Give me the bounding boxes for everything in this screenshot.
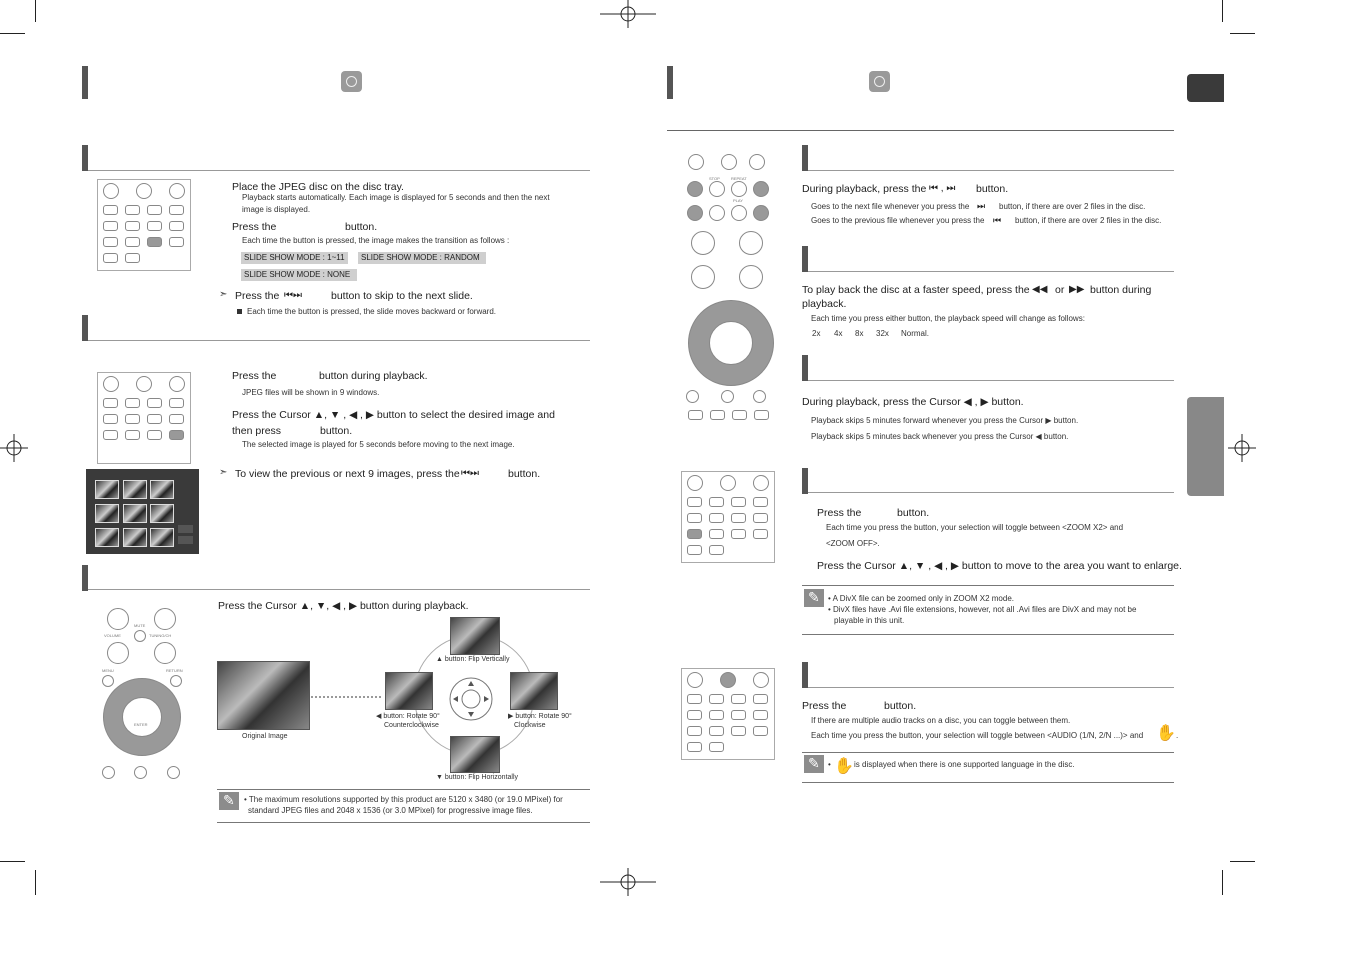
section-rule (88, 170, 590, 171)
step-text: button. (320, 425, 353, 437)
tip-text: Press the (235, 290, 280, 302)
hand-icon: ✋ (1156, 725, 1176, 742)
next-button-icon: ⏭ (977, 201, 986, 211)
slide-mode-box: SLIDE SHOW MODE : 1~11 (241, 252, 348, 264)
speed-value: 8x (855, 329, 864, 338)
step-text: Press the Cursor ▲, ▼ , ◀ , ▶ button to select the desired image and (232, 409, 555, 421)
divx-disc-icon (869, 71, 890, 92)
image-caption: Counterclockwise (384, 722, 439, 729)
note-rule (802, 634, 1174, 635)
note-rule (217, 822, 590, 823)
original-image (217, 661, 310, 730)
remote-illustration (97, 179, 191, 271)
crop-mark (35, 0, 36, 22)
step-text: button. (345, 221, 378, 233)
step-text: playback. (802, 298, 847, 310)
remote-label: MENU (102, 668, 114, 673)
image-caption: Clockwise (514, 722, 546, 729)
step-text: button during (1090, 284, 1152, 296)
remote-illustration (681, 668, 775, 760)
chapter-tab (1187, 397, 1224, 496)
hand-icon: ✋ (834, 758, 854, 775)
note-text: • The maximum resolutions supported by this product are 5120 x 3480 (or 19.0 MPixel) for (244, 795, 563, 804)
step-text: Press the (232, 221, 277, 233)
page-header-bar (667, 66, 673, 99)
step-subtext: If there are multiple audio tracks on a disc, you can toggle between them. (811, 716, 1071, 725)
rotate-ccw-image (385, 672, 433, 710)
skip-buttons-icon: ⏮ , ⏭ (929, 183, 956, 194)
step-text: Place the JPEG disc on the disc tray. (232, 181, 404, 193)
remote-label: REPEAT (731, 176, 747, 181)
rotate-cw-image (510, 672, 558, 710)
tip-icon: ➣ (219, 289, 228, 300)
crop-mark (1222, 870, 1223, 895)
step-text: To play back the disc at a faster speed, press the (802, 284, 1030, 296)
section-bar (802, 145, 808, 171)
step-text: Press the (817, 507, 862, 519)
section-bar (82, 315, 88, 341)
skip-buttons-icon: ⏮⏭ (284, 290, 302, 301)
remote-illustration (681, 471, 775, 563)
remote-illustration (683, 148, 773, 424)
digest-screen (86, 469, 199, 554)
step-subtext: Playback starts automatically. Each image is displayed for 5 seconds and then the next (242, 193, 550, 202)
note-icon (804, 589, 824, 607)
tip-text: button to skip to the next slide. (331, 290, 473, 302)
period-text: . (1176, 731, 1179, 740)
section-bar (82, 565, 88, 591)
section-rule (808, 271, 1174, 272)
section-bar (802, 355, 808, 381)
note-icon (219, 792, 239, 810)
slide-mode-box: SLIDE SHOW MODE : NONE (241, 269, 357, 281)
crop-mark (1230, 861, 1255, 862)
cursor-pad-icon (448, 676, 494, 722)
step-subtext: Each time the button is pressed, the image makes the transition as follows : (242, 236, 510, 245)
note-rule (217, 789, 590, 790)
speed-value: 2x (812, 329, 821, 338)
note-rule (802, 585, 1174, 586)
image-caption: Original Image (242, 733, 288, 740)
jpeg-disc-icon (341, 71, 362, 92)
section-rule (808, 492, 1174, 493)
step-subtext: The selected image is played for 5 seconds before moving to the next image. (242, 440, 515, 449)
step-subtext: Goes to the previous file whenever you press the (811, 216, 985, 225)
tip-text: button. (508, 468, 541, 480)
flip-horizontal-image (450, 736, 500, 773)
remote-label: MUTE (134, 623, 146, 628)
page-tab (1187, 74, 1224, 102)
note-bullet: • (828, 760, 831, 769)
remote-label: TUNING/CH (149, 633, 172, 638)
note-rule (802, 752, 1174, 753)
image-caption: ▼ button: Flip Horizontally (436, 774, 519, 781)
remote-illustration (90, 600, 188, 780)
section-rule (808, 687, 1174, 688)
step-subtext: JPEG files will be shown in 9 windows. (242, 388, 380, 397)
fast-forward-icon: ▶▶ (1069, 284, 1085, 295)
step-text: button. (897, 507, 930, 519)
skip-buttons-icon: ⏮⏭ (461, 468, 479, 479)
flip-vertical-image (450, 617, 500, 655)
speed-value: 4x (834, 329, 843, 338)
rewind-icon: ◀◀ (1032, 284, 1048, 295)
note-text: standard JPEG files and 2048 x 1536 (or 3.0 MPixel) for progressive image files. (248, 806, 533, 815)
note-rule (802, 782, 1174, 783)
step-text: Press the (232, 370, 277, 382)
step-text: button. (884, 700, 917, 712)
step-subtext: Each time you press the button, your selection will toggle between <AUDIO (1/N, 2/N ...)> and (811, 731, 1144, 740)
step-text: During playback, press the Cursor ◀ , ▶ button. (802, 396, 1024, 408)
registration-mark (600, 0, 656, 28)
crop-mark (35, 870, 36, 895)
tip-text: To view the previous or next 9 images, press the (235, 468, 460, 480)
crop-mark (1230, 33, 1255, 34)
section-rule (808, 170, 1174, 171)
speed-value: Normal. (901, 329, 930, 338)
step-text: Press the Cursor ▲, ▼ , ◀ , ▶ button to move to the area you want to enlarge. (817, 560, 1182, 572)
step-text: Press the (802, 700, 847, 712)
section-bar (802, 662, 808, 688)
step-subtext: Each time you press either button, the playback speed will change as follows: (811, 314, 1085, 323)
step-text: Press the Cursor ▲, ▼, ◀ , ▶ button during playback. (218, 600, 469, 612)
page-header-bar (82, 66, 88, 99)
tip-icon: ➣ (219, 467, 228, 478)
step-subtext: Playback skips 5 minutes back whenever you press the Cursor ◀ button. (811, 432, 1069, 441)
remote-label: PLAY (733, 198, 743, 203)
bullet-icon (237, 309, 242, 314)
registration-mark (600, 868, 656, 896)
section-bar (802, 468, 808, 494)
step-subtext: Each time you press the button, your selection will toggle between <ZOOM X2> and (826, 523, 1124, 532)
step-text: or (1055, 284, 1065, 296)
note-text: playable in this unit. (834, 616, 905, 625)
registration-mark (1228, 434, 1256, 462)
note-text: • A DivX file can be zoomed only in ZOOM X2 mode. (828, 594, 1014, 603)
step-text: button during playback. (319, 370, 428, 382)
crop-mark (0, 33, 25, 34)
section-rule (808, 380, 1174, 381)
step-subtext: Goes to the next file whenever you press the (811, 202, 970, 211)
image-caption: ◀ button: Rotate 90° (376, 713, 440, 720)
step-subtext: button, if there are over 2 files in the disc. (1015, 216, 1162, 225)
step-subtext: Playback skips 5 minutes forward whenever you press the Cursor ▶ button. (811, 416, 1079, 425)
remote-label: STOP (709, 176, 720, 181)
step-text: button. (976, 183, 1009, 195)
previous-button-icon: ⏮ (993, 215, 1002, 225)
step-text: then press (232, 425, 282, 437)
step-text: During playback, press the (802, 183, 927, 195)
step-subtext: image is displayed. (242, 205, 311, 214)
remote-illustration (97, 372, 191, 464)
note-icon (804, 755, 824, 773)
section-bar (802, 246, 808, 272)
remote-label: ENTER (134, 722, 148, 727)
note-text: • DivX files have .Avi file extensions, however, not all .Avi files are DivX and may not be (828, 605, 1137, 614)
page-rule (667, 130, 1174, 131)
registration-mark (0, 434, 28, 462)
remote-label: VOLUME (104, 633, 121, 638)
bullet-text: Each time the button is pressed, the slide moves backward or forward. (247, 307, 497, 316)
note-text: is displayed when there is one supported language in the disc. (854, 760, 1075, 769)
step-subtext: button, if there are over 2 files in the disc. (999, 202, 1146, 211)
dotted-connector (311, 696, 381, 698)
section-rule (88, 589, 590, 590)
image-caption: ▲ button: Flip Vertically (436, 656, 510, 663)
crop-mark (1222, 0, 1223, 22)
section-rule (88, 340, 590, 341)
slide-mode-box: SLIDE SHOW MODE : RANDOM (358, 252, 486, 264)
section-bar (82, 145, 88, 171)
speed-value: 32x (876, 329, 889, 338)
image-caption: ▶ button: Rotate 90° (508, 713, 572, 720)
remote-label: RETURN (166, 668, 183, 673)
step-subtext: <ZOOM OFF>. (826, 539, 880, 548)
crop-mark (0, 861, 25, 862)
